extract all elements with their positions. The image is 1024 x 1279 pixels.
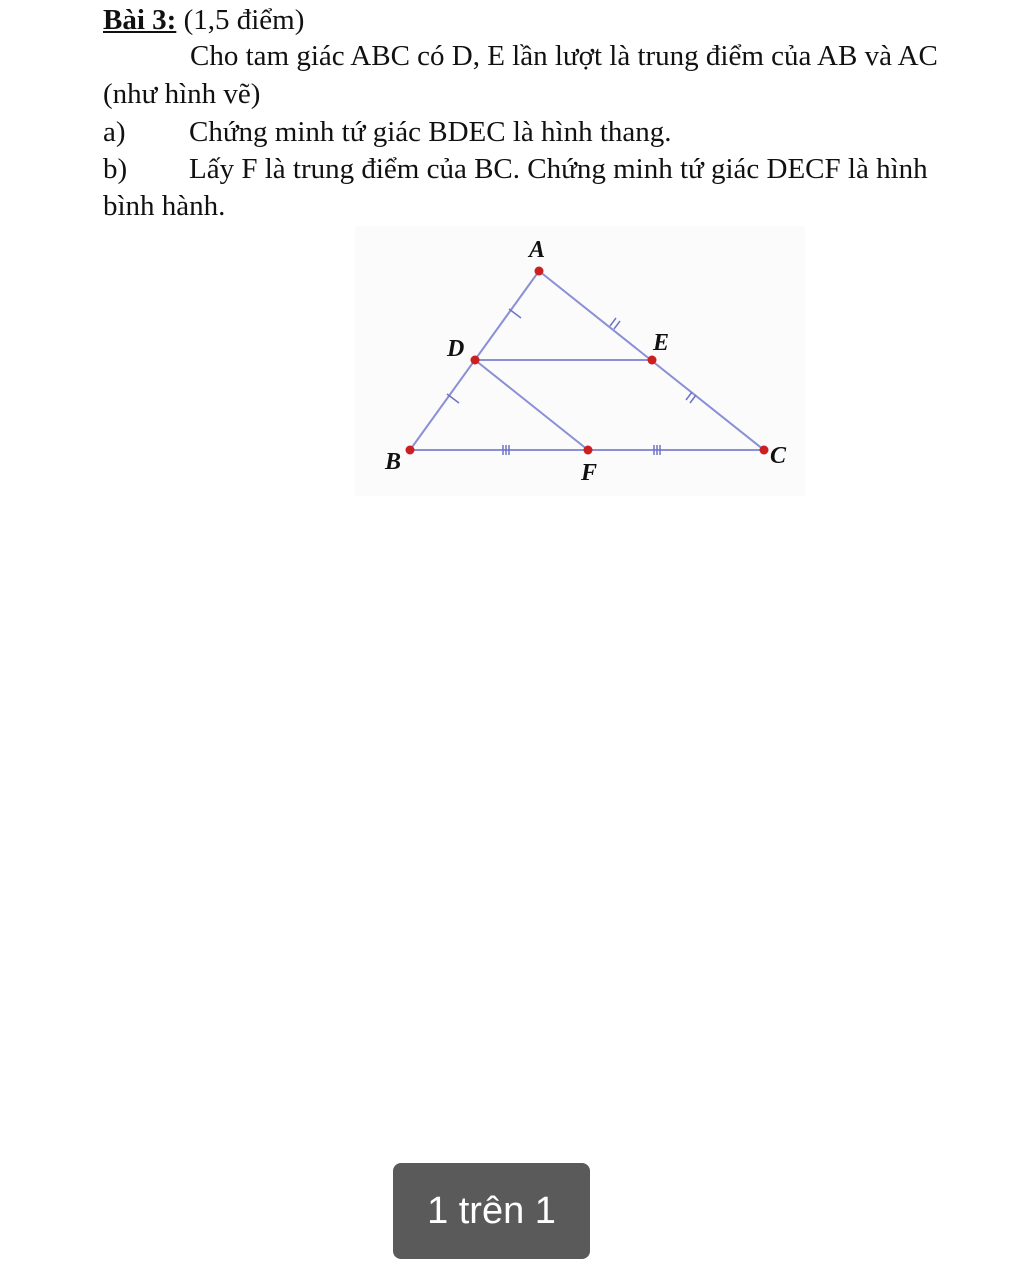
question-a (103, 114, 672, 150)
tick-ad (509, 309, 521, 318)
page-indicator (393, 1163, 590, 1259)
tick-db (447, 394, 459, 403)
exercise-heading (103, 2, 304, 38)
tick-ae-1 (610, 318, 616, 326)
point-f (584, 446, 593, 455)
point-b (406, 446, 415, 455)
exercise-label: Bài 3: (103, 4, 177, 36)
question-b-continued: bình hành. (103, 190, 226, 222)
point-d (471, 356, 480, 365)
tick-ec-2 (690, 395, 696, 403)
tick-ec-1 (686, 392, 692, 400)
question-a-text: Chứng minh tứ giác BDEC là hình thang. (189, 116, 672, 148)
label-e: E (653, 330, 670, 356)
label-b: B (385, 449, 402, 475)
exercise-points: (1,5 điểm) (176, 4, 305, 36)
label-a: A (529, 237, 546, 263)
question-b-marker: b) (103, 153, 128, 185)
label-c: C (770, 443, 787, 469)
question-b (103, 151, 928, 187)
tick-ae-2 (614, 321, 620, 329)
problem-intro: Cho tam giác ABC có D, E lần lượt là trung điểm của AB và AC (190, 40, 938, 72)
page-indicator-label: 1 trên 1 (427, 1189, 556, 1232)
point-a (535, 267, 544, 276)
question-a-marker: a) (103, 116, 126, 148)
label-d: D (447, 336, 465, 362)
triangle-figure (355, 226, 805, 496)
question-b-text: Lấy F là trung điểm của BC. Chứng minh tứ giác DECF là hình (189, 153, 928, 185)
point-c (760, 446, 769, 455)
point-e (648, 356, 657, 365)
triangle-diagram (355, 226, 805, 496)
label-f: F (581, 460, 598, 486)
problem-intro-continued: (như hình vẽ) (103, 78, 261, 110)
segment-df (475, 360, 588, 450)
